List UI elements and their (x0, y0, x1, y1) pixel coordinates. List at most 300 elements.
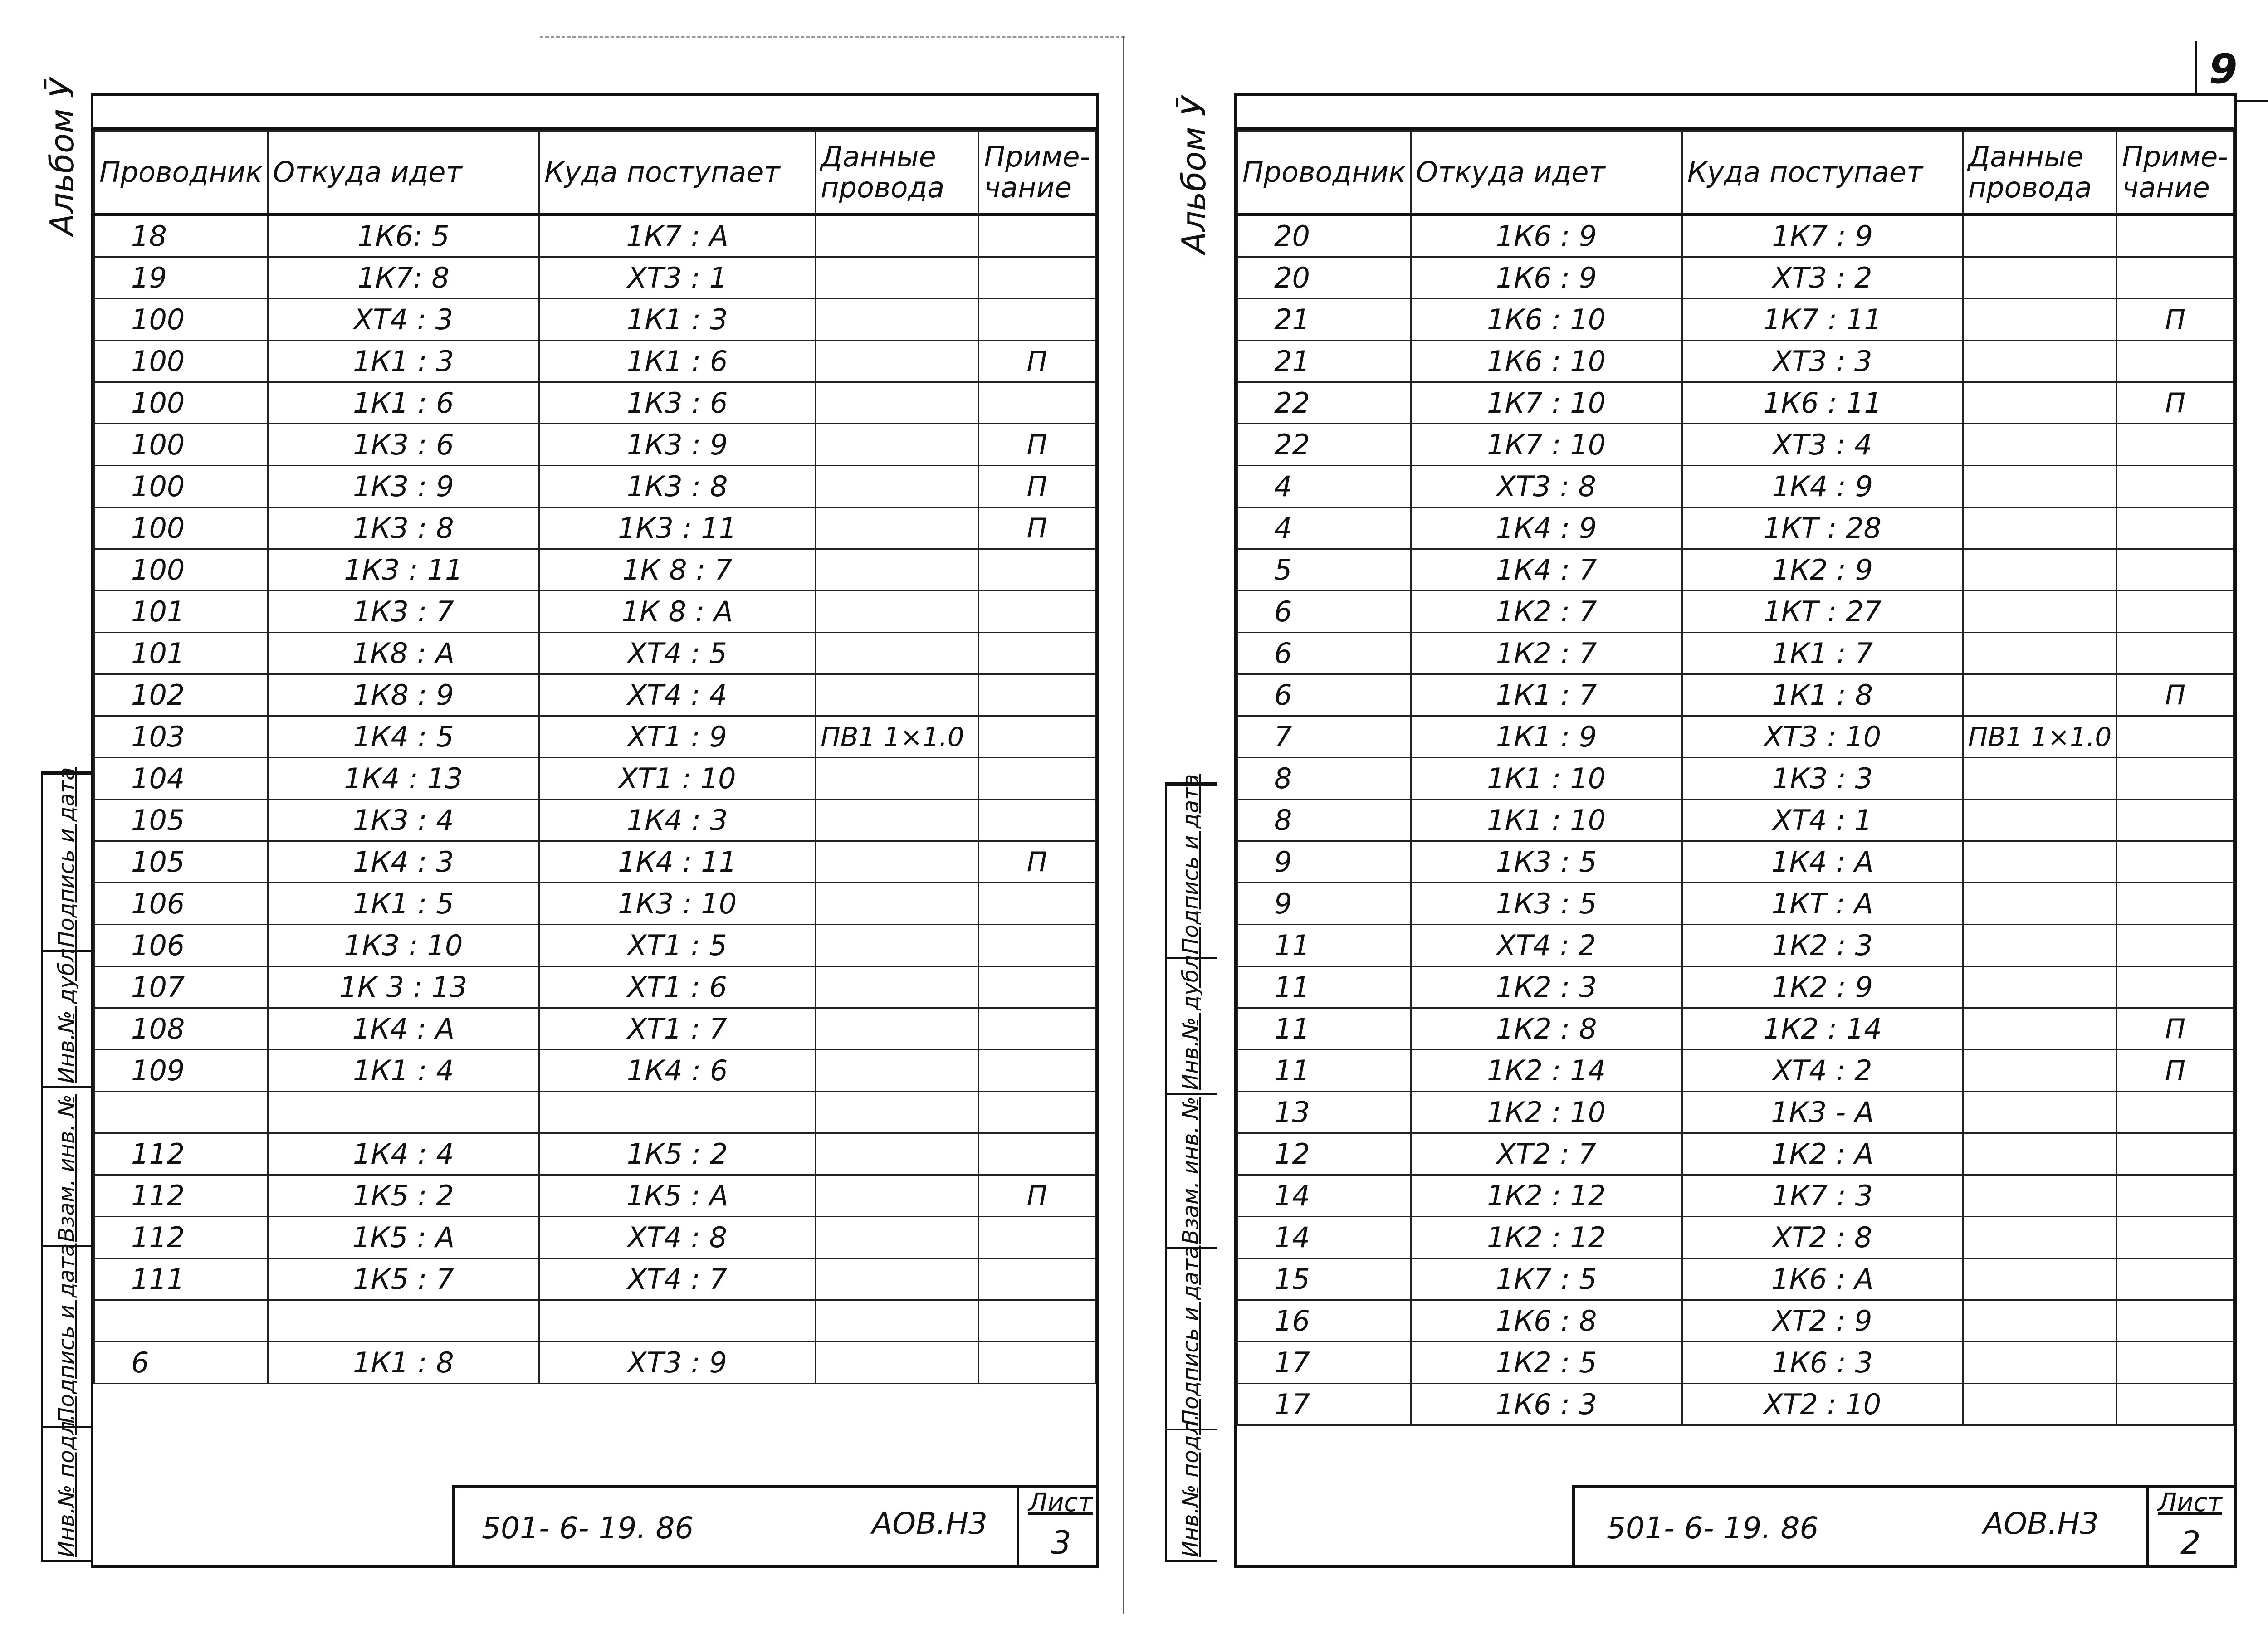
from-cell: 1К4 : 13 (268, 758, 539, 800)
wiring-table-right (1237, 130, 2234, 1426)
from-cell: 1К3 : 7 (268, 591, 539, 633)
from-cell: 1К8 : 9 (268, 674, 539, 716)
wire-data-cell (816, 800, 979, 841)
conductor-cell: 109 (94, 1050, 268, 1092)
note-cell (2117, 800, 2234, 841)
document-code: 501- 6- 19. 86 (482, 1511, 694, 1546)
from-cell: 1К4 : 7 (1411, 549, 1682, 591)
conductor-cell: 4 (1237, 466, 1411, 507)
to-cell: ХТ3 : 3 (1682, 341, 1963, 382)
to-cell (539, 1092, 816, 1133)
from-cell (268, 1300, 539, 1342)
table-row (1237, 966, 2234, 1008)
wire-data-cell (816, 841, 979, 883)
note-cell (979, 633, 1095, 674)
table-row (1237, 883, 2234, 925)
from-cell: 1К6 : 9 (1411, 215, 1682, 257)
note-cell: П (2117, 1050, 2234, 1092)
sidebar-label: Подпись и дата (1178, 1245, 1203, 1426)
from-cell: 1К7 : 5 (1411, 1258, 1682, 1300)
conductor-cell: 4 (1237, 507, 1411, 549)
top-divider (540, 36, 1125, 38)
table-row (1237, 716, 2234, 758)
conductor-cell: 6 (1237, 633, 1411, 674)
conductor-cell: 6 (94, 1342, 268, 1384)
note-cell: П (2117, 382, 2234, 424)
table-row (94, 257, 1095, 299)
wire-data-cell (816, 215, 979, 257)
header-wire: Данные провода (1963, 131, 2116, 215)
wire-data-cell (1963, 1258, 2116, 1300)
from-cell: 1К7 : 10 (1411, 424, 1682, 466)
wire-data-cell (816, 674, 979, 716)
note-cell (979, 1258, 1095, 1300)
table-row (94, 800, 1095, 841)
from-cell: 1К2 : 10 (1411, 1092, 1682, 1133)
to-cell: 1К2 : 14 (1682, 1008, 1963, 1050)
wire-data-cell (1963, 215, 2116, 257)
from-cell: 1К 3 : 13 (268, 966, 539, 1008)
to-cell: ХТ1 : 10 (539, 758, 816, 800)
from-cell: 1К3 : 4 (268, 800, 539, 841)
to-cell: 1К7 : А (539, 215, 816, 257)
to-cell: 1К3 : 9 (539, 424, 816, 466)
table-row (1237, 1175, 2234, 1217)
wire-data-cell (816, 424, 979, 466)
table-row (1237, 299, 2234, 341)
from-cell: 1К1 : 8 (268, 1342, 539, 1384)
table-row (94, 1217, 1095, 1258)
wire-data-cell: ПВ1 1×1.0 (1963, 716, 2116, 758)
to-cell: 1К3 - А (1682, 1092, 1963, 1133)
note-cell (2117, 1384, 2234, 1425)
wire-data-cell (816, 966, 979, 1008)
note-cell (979, 1008, 1095, 1050)
from-cell: 1К3 : 9 (268, 466, 539, 507)
header-note: Приме-чание (2117, 131, 2234, 215)
note-cell (2117, 633, 2234, 674)
to-cell: 1К1 : 3 (539, 299, 816, 341)
table-row (1237, 925, 2234, 966)
conductor-cell: 16 (1237, 1300, 1411, 1342)
conductor-cell: 15 (1237, 1258, 1411, 1300)
wire-data-cell (1963, 1050, 2116, 1092)
from-cell: 1К7: 8 (268, 257, 539, 299)
note-cell (2117, 507, 2234, 549)
album-label-left: Альбом Ӯ (43, 78, 81, 236)
to-cell: 1К6 : А (1682, 1258, 1963, 1300)
header-from: Откуда идет (268, 131, 539, 215)
conductor-cell: 14 (1237, 1175, 1411, 1217)
from-cell: 1К7 : 10 (1411, 382, 1682, 424)
header-to: Куда поступает (539, 131, 816, 215)
wire-data-cell (1963, 1133, 2116, 1175)
to-cell: ХТ1 : 5 (539, 925, 816, 966)
conductor-cell: 102 (94, 674, 268, 716)
table-row (1237, 633, 2234, 674)
header-conductor: Проводник (1237, 131, 1411, 215)
note-cell: П (979, 1175, 1095, 1217)
note-cell (2117, 466, 2234, 507)
sidebar-cell (43, 1414, 93, 1562)
table-row (94, 883, 1095, 925)
sheet-label: Лист (1028, 1488, 1093, 1517)
from-cell: ХТ3 : 8 (1411, 466, 1682, 507)
from-cell: 1К1 : 10 (1411, 758, 1682, 800)
wire-data-cell (1963, 841, 2116, 883)
note-cell (979, 1050, 1095, 1092)
sidebar-label: Инв.№ дубл. (1178, 948, 1203, 1090)
wire-data-cell (1963, 591, 2116, 633)
conductor-cell: 100 (94, 424, 268, 466)
to-cell: 1К3 : 6 (539, 382, 816, 424)
wire-data-cell (1963, 883, 2116, 925)
wire-data-cell (1963, 1300, 2116, 1342)
wire-data-cell (1963, 1342, 2116, 1384)
from-cell: 1К2 : 3 (1411, 966, 1682, 1008)
to-cell: 1К4 : А (1682, 841, 1963, 883)
from-cell: 1К4 : 3 (268, 841, 539, 883)
from-cell: 1К1 : 9 (1411, 716, 1682, 758)
note-cell (2117, 1092, 2234, 1133)
wire-data-cell (816, 925, 979, 966)
from-cell: 1К3 : 8 (268, 507, 539, 549)
wire-data-cell (1963, 758, 2116, 800)
to-cell: 1К3 : 11 (539, 507, 816, 549)
table-row (1237, 758, 2234, 800)
table-row (1237, 1258, 2234, 1300)
to-cell: 1К3 : 8 (539, 466, 816, 507)
from-cell: 1К2 : 12 (1411, 1217, 1682, 1258)
to-cell: 1К2 : 3 (1682, 925, 1963, 966)
conductor-cell: 107 (94, 966, 268, 1008)
conductor-cell: 18 (94, 215, 268, 257)
sidebar-label: Подпись и дата (54, 1243, 79, 1424)
conductor-cell: 13 (1237, 1092, 1411, 1133)
wire-data-cell (816, 382, 979, 424)
table-row (1237, 591, 2234, 633)
wire-data-cell (816, 341, 979, 382)
table-row (1237, 1050, 2234, 1092)
table-row (94, 424, 1095, 466)
conductor-cell: 9 (1237, 883, 1411, 925)
table-row (94, 1258, 1095, 1300)
table-row (94, 1133, 1095, 1175)
from-cell: 1К1 : 4 (268, 1050, 539, 1092)
wire-data-cell (1963, 966, 2116, 1008)
note-cell: П (979, 507, 1095, 549)
table-row (1237, 549, 2234, 591)
document-reference: АОВ.Н3 (1983, 1506, 2099, 1541)
table-row (1237, 257, 2234, 299)
conductor-cell: 20 (1237, 215, 1411, 257)
top-band (1237, 96, 2234, 130)
conductor-cell: 108 (94, 1008, 268, 1050)
table-row (1237, 674, 2234, 716)
from-cell (268, 1092, 539, 1133)
sidebar-label: Инв.№ подл. (54, 1414, 79, 1557)
sidebar-cell (1167, 774, 1217, 959)
table-row (1237, 1217, 2234, 1258)
to-cell: ХТ3 : 9 (539, 1342, 816, 1384)
conductor-cell: 100 (94, 299, 268, 341)
from-cell: 1К2 : 7 (1411, 591, 1682, 633)
table-row (1237, 215, 2234, 257)
from-cell: 1К1 : 5 (268, 883, 539, 925)
conductor-cell: 20 (1237, 257, 1411, 299)
table-row (94, 591, 1095, 633)
from-cell: 1К1 : 7 (1411, 674, 1682, 716)
conductor-cell: 19 (94, 257, 268, 299)
note-cell: П (2117, 674, 2234, 716)
sheet-number-box (2146, 1488, 2237, 1565)
from-cell: 1К2 : 5 (1411, 1342, 1682, 1384)
wire-data-cell (1963, 299, 2116, 341)
sidebar-label: Инв.№ дубл. (54, 941, 79, 1083)
conductor-cell: 101 (94, 633, 268, 674)
from-cell: 1К2 : 8 (1411, 1008, 1682, 1050)
note-cell (2117, 1133, 2234, 1175)
conductor-cell: 112 (94, 1175, 268, 1217)
page-number: 9 (2209, 45, 2238, 93)
note-cell: П (2117, 1008, 2234, 1050)
conductor-cell: 100 (94, 466, 268, 507)
fold-line (1123, 36, 1124, 1614)
note-cell (979, 758, 1095, 800)
conductor-cell: 105 (94, 800, 268, 841)
conductor-cell: 22 (1237, 424, 1411, 466)
conductor-cell: 100 (94, 341, 268, 382)
note-cell (979, 215, 1095, 257)
to-cell: 1К 8 : А (539, 591, 816, 633)
sheet-number: 3 (1051, 1524, 1071, 1561)
wire-data-cell (1963, 1092, 2116, 1133)
wire-data-cell (1963, 424, 2116, 466)
wire-data-cell (816, 758, 979, 800)
to-cell: 1К4 : 3 (539, 800, 816, 841)
conductor-cell: 5 (1237, 549, 1411, 591)
table-row (94, 966, 1095, 1008)
to-cell: 1К1 : 8 (1682, 674, 1963, 716)
wire-data-cell (816, 257, 979, 299)
wire-data-cell (816, 1342, 979, 1384)
wire-data-cell (1963, 1384, 2116, 1425)
to-cell: ХТ2 : 10 (1682, 1384, 1963, 1425)
to-cell: ХТ4 : 5 (539, 633, 816, 674)
note-cell (2117, 1217, 2234, 1258)
note-cell: П (979, 424, 1095, 466)
note-cell (2117, 549, 2234, 591)
wire-data-cell: ПВ1 1×1.0 (816, 716, 979, 758)
to-cell: 1КТ : 27 (1682, 591, 1963, 633)
title-block (1572, 1485, 2237, 1565)
wire-data-cell (1963, 257, 2116, 299)
from-cell: 1К8 : А (268, 633, 539, 674)
note-cell (2117, 758, 2234, 800)
table-row (1237, 1092, 2234, 1133)
note-cell (979, 591, 1095, 633)
conductor-cell: 105 (94, 841, 268, 883)
table-row (94, 341, 1095, 382)
table-row (94, 716, 1095, 758)
from-cell: 1К5 : 7 (268, 1258, 539, 1300)
table-row (94, 382, 1095, 424)
wire-data-cell (816, 591, 979, 633)
note-cell: П (2117, 299, 2234, 341)
note-cell (979, 1133, 1095, 1175)
title-block (452, 1485, 1099, 1565)
note-cell (2117, 341, 2234, 382)
conductor-cell: 14 (1237, 1217, 1411, 1258)
conductor-cell (94, 1092, 268, 1133)
table-row (1237, 424, 2234, 466)
approval-sidebar-right (1165, 774, 1217, 1562)
conductor-cell: 21 (1237, 299, 1411, 341)
wire-data-cell (1963, 1008, 2116, 1050)
sidebar-cell (43, 941, 93, 1088)
from-cell: 1К6 : 8 (1411, 1300, 1682, 1342)
from-cell: 1К6 : 10 (1411, 341, 1682, 382)
to-cell: 1КТ : 28 (1682, 507, 1963, 549)
table-row (1237, 1342, 2234, 1384)
header-from: Откуда идет (1411, 131, 1682, 215)
note-cell (2117, 966, 2234, 1008)
approval-sidebar-left (41, 767, 93, 1562)
from-cell: 1К4 : 9 (1411, 507, 1682, 549)
from-cell: 1К6: 5 (268, 215, 539, 257)
conductor-cell: 6 (1237, 674, 1411, 716)
conductor-cell: 11 (1237, 1008, 1411, 1050)
sidebar-cell (1167, 1414, 1217, 1562)
to-cell: ХТ4 : 7 (539, 1258, 816, 1300)
to-cell: ХТ2 : 8 (1682, 1217, 1963, 1258)
from-cell: ХТ4 : 2 (1411, 925, 1682, 966)
table-row (94, 633, 1095, 674)
wire-data-cell (1963, 466, 2116, 507)
to-cell: ХТ4 : 1 (1682, 800, 1963, 841)
table-row (1237, 1384, 2234, 1425)
table-row (94, 1175, 1095, 1217)
wire-data-cell (1963, 382, 2116, 424)
note-cell (979, 1342, 1095, 1384)
sidebar-cell (43, 1086, 93, 1247)
note-cell (979, 382, 1095, 424)
to-cell: ХТ4 : 4 (539, 674, 816, 716)
header-to: Куда поступает (1682, 131, 1963, 215)
table-row (94, 1008, 1095, 1050)
sidebar-cell (43, 1245, 93, 1428)
from-cell: 1К6 : 9 (1411, 257, 1682, 299)
from-cell: 1К3 : 5 (1411, 883, 1682, 925)
note-cell (979, 257, 1095, 299)
table-row (1237, 1008, 2234, 1050)
conductor-cell: 104 (94, 758, 268, 800)
from-cell: 1К3 : 5 (1411, 841, 1682, 883)
conductor-cell: 101 (94, 591, 268, 633)
from-cell: 1К3 : 6 (268, 424, 539, 466)
table-row (94, 299, 1095, 341)
note-cell (979, 674, 1095, 716)
wire-data-cell (816, 633, 979, 674)
from-cell: 1К2 : 7 (1411, 633, 1682, 674)
sheet-right (1234, 93, 2237, 1568)
header-wire: Данные провода (816, 131, 979, 215)
album-label-right: Альбом Ӯ (1175, 96, 1213, 254)
table-row (94, 466, 1095, 507)
note-cell (2117, 1300, 2234, 1342)
header-conductor: Проводник (94, 131, 268, 215)
table-row (94, 507, 1095, 549)
sidebar-cell (43, 767, 93, 952)
sidebar-label: Взам. инв. № (54, 1094, 79, 1242)
to-cell: 1К6 : 3 (1682, 1342, 1963, 1384)
conductor-cell: 8 (1237, 758, 1411, 800)
to-cell: 1К5 : 2 (539, 1133, 816, 1175)
wire-data-cell (1963, 800, 2116, 841)
wire-data-cell (816, 1133, 979, 1175)
to-cell: ХТ1 : 6 (539, 966, 816, 1008)
from-cell: 1К1 : 3 (268, 341, 539, 382)
header-note: Приме-чание (979, 131, 1095, 215)
note-cell (979, 1092, 1095, 1133)
conductor-cell: 7 (1237, 716, 1411, 758)
table-row (94, 925, 1095, 966)
conductor-cell (94, 1300, 268, 1342)
conductor-cell: 100 (94, 507, 268, 549)
table-row (1237, 800, 2234, 841)
table-row (94, 1300, 1095, 1342)
wire-data-cell (816, 1258, 979, 1300)
table-row (94, 841, 1095, 883)
to-cell: ХТ1 : 7 (539, 1008, 816, 1050)
to-cell: 1К4 : 9 (1682, 466, 1963, 507)
wire-data-cell (1963, 925, 2116, 966)
top-band (93, 96, 1096, 130)
document-reference: АОВ.Н3 (872, 1506, 987, 1541)
to-cell: 1К6 : 11 (1682, 382, 1963, 424)
note-cell (979, 1300, 1095, 1342)
note-cell (979, 1217, 1095, 1258)
conductor-cell: 11 (1237, 925, 1411, 966)
note-cell (2117, 257, 2234, 299)
table-row (1237, 382, 2234, 424)
sheet-number-box (1017, 1488, 1099, 1565)
table-row (94, 1092, 1095, 1133)
to-cell: 1К 8 : 7 (539, 549, 816, 591)
conductor-cell: 112 (94, 1133, 268, 1175)
sidebar-label: Взам. инв. № (1178, 1097, 1203, 1244)
table-row (94, 549, 1095, 591)
to-cell: 1К2 : А (1682, 1133, 1963, 1175)
conductor-cell: 21 (1237, 341, 1411, 382)
wire-data-cell (816, 1217, 979, 1258)
conductor-cell: 106 (94, 883, 268, 925)
wire-data-cell (816, 1092, 979, 1133)
to-cell: 1К3 : 3 (1682, 758, 1963, 800)
note-cell (979, 883, 1095, 925)
conductor-cell: 11 (1237, 966, 1411, 1008)
sheet-left (91, 93, 1099, 1568)
note-cell (2117, 424, 2234, 466)
to-cell: 1К7 : 3 (1682, 1175, 1963, 1217)
table-row (94, 674, 1095, 716)
table-row (94, 1342, 1095, 1384)
wire-data-cell (816, 507, 979, 549)
note-cell (979, 925, 1095, 966)
to-cell: 1К1 : 7 (1682, 633, 1963, 674)
conductor-cell: 12 (1237, 1133, 1411, 1175)
wiring-table-left (93, 130, 1096, 1384)
